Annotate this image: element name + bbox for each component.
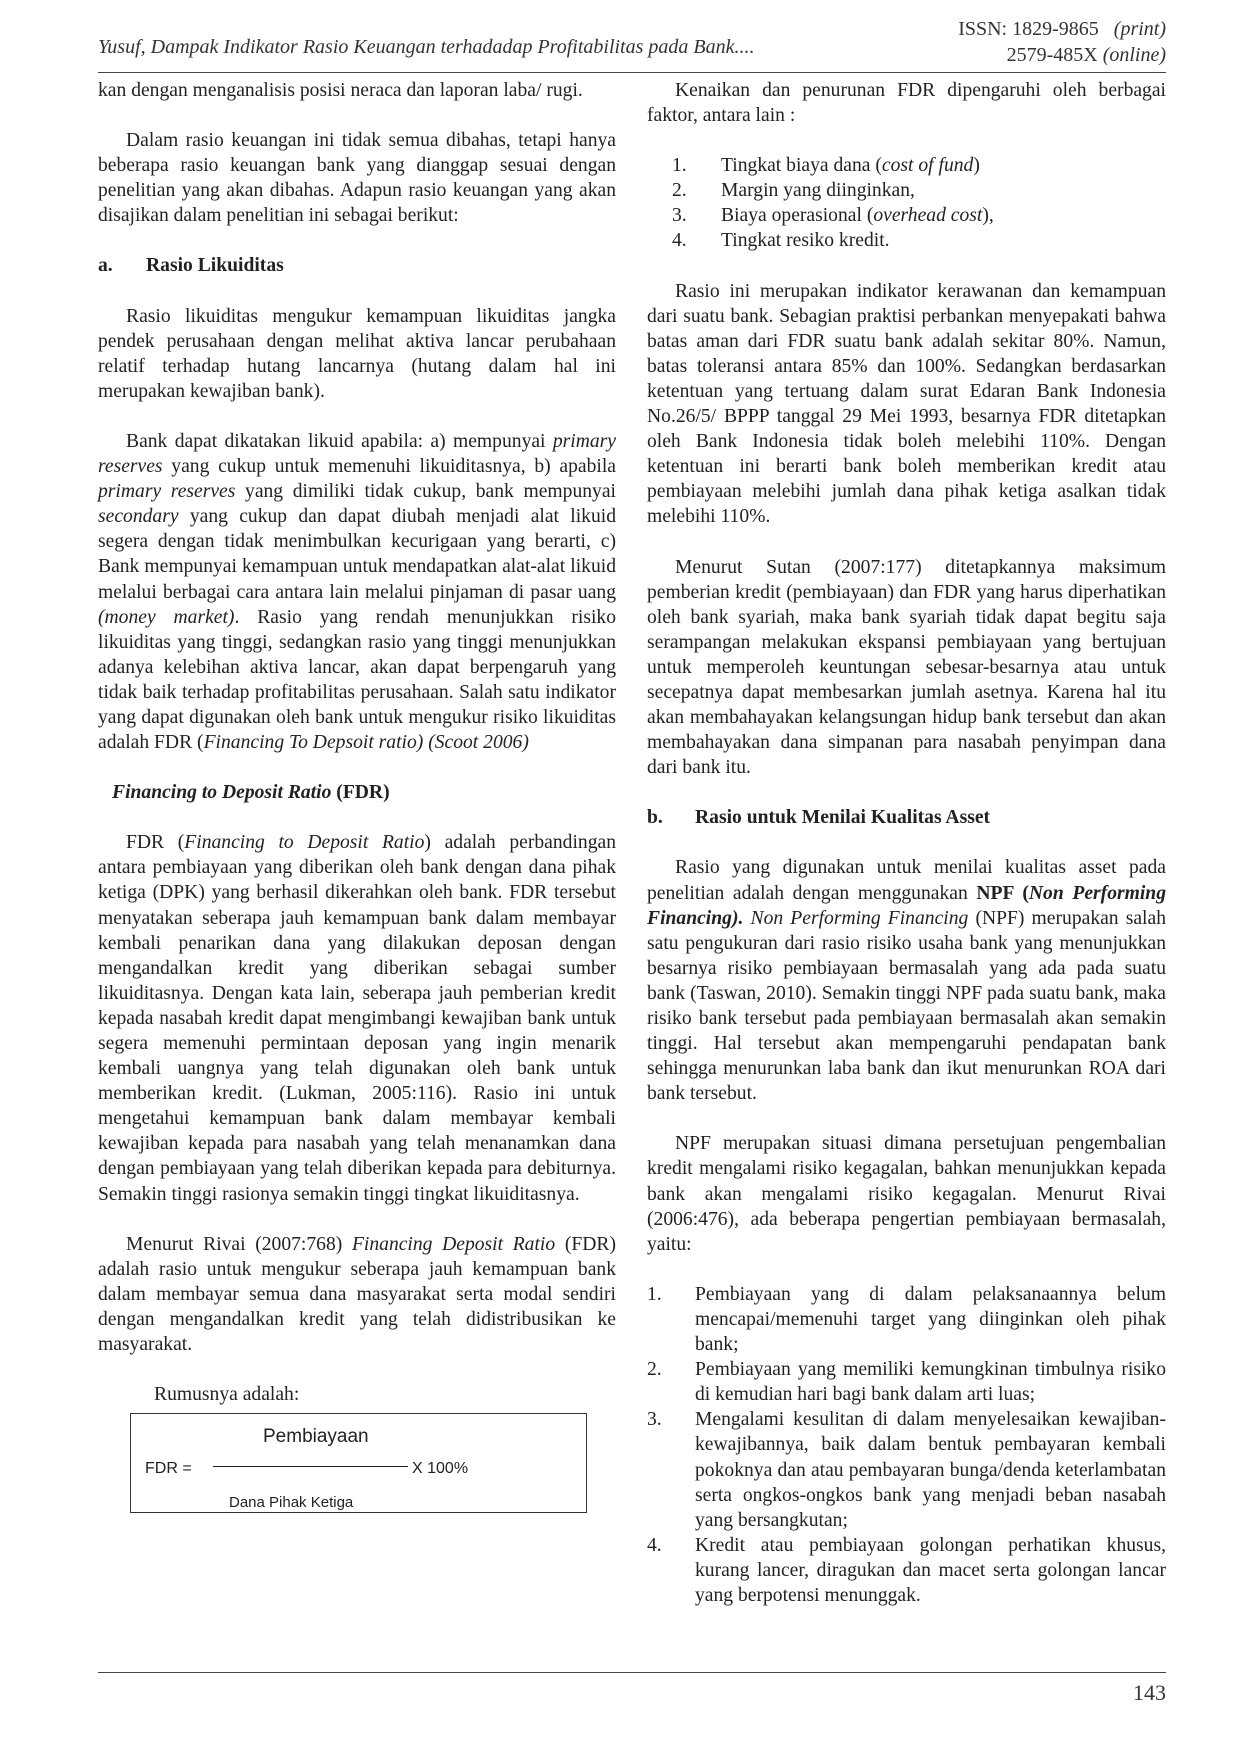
section-heading-a — [98, 253, 616, 278]
formula-label: Rumusnya adalah: — [154, 1384, 300, 1406]
paragraph: FDR (Financing to Deposit Ratio) adalah perbandingan antara pembiayaan yang diberikan oleh bank dengan dana pihak ketiga (DPK) yang berhasil dikerahkan oleh bank. FDR tersebut menyatakan seberapa jauh kemampuan bank dalam membayar kembali penarikan dana yang dilakukan deposan dengan mengandalkan kredit yang diberikan sebagai sumber likuiditasnya. Dengan kata lain, seberapa jauh pemberian kredit kepada nasabah kredit dapat mengimbangi kewajiban bank untuk segera memenuhi permintaan deposan yang ingin menarik kembali uangnya yang telah digunakan oleh bank untuk memberikan kredit. (Lukman, 2005:116). Rasio ini untuk mengetahui kemampuan bank dalam membayar kembali kewajiban kepada para nasabah yang telah menanamkan dana dengan pembiayaan yang telah diberikan kepada para debiturnya. Semakin tinggi rasionya semakin tinggi tingkat likuiditasnya. — [98, 832, 616, 1205]
list-item: 4. Kredit atau pembiayaan golongan perhatikan khusus, kurang lancer, diragukan dan macet serta golongan lancar yang berpotensi menunggak. — [647, 1534, 1166, 1606]
fraction-line — [213, 1466, 408, 1467]
list-item: 4. Tingkat resiko kredit. — [672, 230, 890, 252]
section-heading-fdr: Financing to Deposit Ratio (FDR) — [112, 782, 390, 804]
footer-rule — [98, 1672, 1166, 1673]
fdr-formula-box — [130, 1413, 587, 1513]
section-title: Rasio untuk Menilai Kualitas Asset — [695, 807, 991, 829]
paragraph: Dalam rasio keuangan ini tidak semua dibahas, tetapi hanya beberapa rasio keuangan bank yang dianggap sesuai dengan penelitian yang akan dibahas. Adapun rasio keuangan yang akan disajikan dalam penelitian ini sebagai berikut: — [98, 130, 616, 227]
list-item: 1. Tingkat biaya dana (cost of fund) — [672, 155, 980, 177]
running-title: Yusuf, Dampak Indikator Rasio Keuangan terhadadap Profitabilitas pada Bank.... — [98, 36, 755, 58]
issn-print: ISSN: 1829-9865 — [958, 18, 1099, 40]
section-heading-b — [647, 805, 1166, 830]
list-item: 2. Margin yang diinginkan, — [672, 180, 915, 202]
formula-lhs: FDR = — [145, 1460, 192, 1478]
formula-numerator: Pembiayaan — [263, 1426, 369, 1448]
list-item: 3. Biaya operasional (overhead cost), — [672, 205, 994, 227]
section-letter: b. — [647, 807, 663, 829]
paragraph: Rasio ini merupakan indikator kerawanan dan kemampuan dari suatu bank. Sebagian praktisi perbankan menyepakati bahwa batas aman dari FDR suatu bank adalah sekitar 80%. Namun, batas toleransi antara 85% dan 100%. Sedangkan berdasarkan ketentuan yang tertuang dalam surat Edaran Bank Indonesia No.26/5/ BPPP tanggal 29 Mei 1993, besarnya FDR ditetapkan oleh Bank Indonesia tidak boleh melebihi 110%. Dengan ketentuan ini berarti bank boleh memberikan kredit atau pembiayaan melebihi jumlah dana pihak ketiga asalkan tidak melebihi 110%. — [647, 280, 1166, 528]
list-item: 3. Mengalami kesulitan di dalam menyelesaikan kewajiban-kewajibannya, baik dalam bentuk pembayaran kembali pokoknya dan atau pembayaran bunga/denda keterlambatan serta ongkos-ongkos bank yang menjadi beban nasabah yang bersangkutan; — [647, 1409, 1166, 1531]
issn-online: 2579-485X — [1006, 44, 1098, 66]
formula-multiplier: X 100% — [412, 1460, 469, 1478]
section-title: Rasio Likuiditas — [146, 255, 284, 277]
paragraph: kan dengan menganalisis posisi neraca dan laporan laba/ rugi. — [98, 80, 583, 101]
right-column — [647, 78, 1166, 1633]
page-header — [98, 14, 1166, 73]
paragraph: Menurut Rivai (2007:768) Financing Deposit Ratio (FDR) adalah rasio untuk mengukur seberapa jauh kemampuan bank dalam membayar semua dana masyarakat serta modal sendiri dengan mengandalkan kredit yang telah didistribusikan ke masyarakat. — [98, 1233, 616, 1356]
online-label: (online) — [1102, 44, 1166, 66]
paragraph: Rasio yang digunakan untuk menilai kualitas asset pada penelitian adalah dengan menggunakan NPF (Non Performing Financing). Non Performing Financing (NPF) merupakan salah satu pengukuran dari rasio risiko usaha bank yang menunjukkan besarnya risiko pembiayaan bermasalah yang ada pada suatu bank (Taswan, 2010). Semakin tinggi NPF pada suatu bank, maka risiko bank tersebut pada pembiayaan bermasalah akan semakin tinggi. Hal tersebut akan mempengaruhi pendapatan bank sehingga menurunkan laba bank dan ikut menurunkan ROA dari bank tersebut. — [647, 857, 1166, 1105]
left-column — [98, 78, 616, 1513]
issn-block — [958, 16, 1166, 68]
factor-list — [647, 153, 1166, 253]
paragraph: Menurut Sutan (2007:177) ditetapkannya maksimum pemberian kredit (pembiayaan) dan FDR yang harus diperhatikan oleh bank syariah, maka bank syariah tidak dapat begitu saja serampangan melakukan ekspansi pembiayaan yang bertujuan untuk memperoleh keuntungan sebesar-besarnya atau untuk secepatnya dapat membesarkan jumlah asetnya. Karena hal itu akan membahayakan kelangsungan hidup bank tersebut dan akan membahayakan dana simpanan para nasabah penyimpan dana dari bank itu. — [647, 556, 1166, 779]
paragraph: Bank dapat dikatakan likuid apabila: a) mempunyai primary reserves yang cukup untuk memenuhi likuiditasnya, b) apabila primary reserves yang dimiliki tidak cukup, bank mempunyai secondary yang cukup dan dapat diubah menjadi alat likuid segera dengan tidak menimbulkan kecurigaan yang berarti, c) Bank mempunyai kemampuan untuk mendapatkan alat-alat likuid melalui berbagai cara antara lain melalui pinjaman di pasar uang (money market). Rasio yang rendah menunjukkan risiko likuiditas yang tinggi, sedangkan rasio yang tinggi menunjukkan adanya kelebihan aktiva lancar, akan dapat berpengaruh yang tidak baik terhadap profitabilitas perusahaan. Salah satu indikator yang dapat digunakan oleh bank untuk mengukur risiko likuiditas adalah FDR (Financing To Depsoit ratio) (Scoot 2006) — [98, 430, 616, 754]
formula-denominator: Dana Pihak Ketiga — [229, 1494, 354, 1512]
paragraph: NPF merupakan situasi dimana persetujuan pengembalian kredit mengalami risiko kegagalan, bahkan menunjukkan kepada bank akan mengalami risiko kegagalan. Menurut Rivai (2006:476), ada beberapa pengertian pembiayaan bermasalah, yaitu: — [647, 1133, 1166, 1255]
list-item: 1. Pembiayaan yang di dalam pelaksanaannya belum mencapai/memenuhi target yang diinginkan oleh pihak bank; — [647, 1283, 1166, 1356]
problem-financing-list — [647, 1282, 1166, 1608]
paragraph: Rasio likuiditas mengukur kemampuan likuiditas jangka pendek perusahaan dengan melihat aktiva lancar perubahaan relatif terhadap hutang lancarnya (hutang dalam hal ini merupakan kewajiban bank). — [98, 305, 616, 402]
list-item: 2. Pembiayaan yang memiliki kemungkinan timbulnya risiko di kemudian hari bagi bank dalam arti luas; — [647, 1359, 1166, 1406]
print-label: (print) — [1113, 18, 1166, 40]
page-number: 143 — [1133, 1680, 1166, 1705]
paragraph: Kenaikan dan penurunan FDR dipengaruhi oleh berbagai faktor, antara lain : — [647, 80, 1166, 127]
section-letter: a. — [98, 255, 113, 277]
